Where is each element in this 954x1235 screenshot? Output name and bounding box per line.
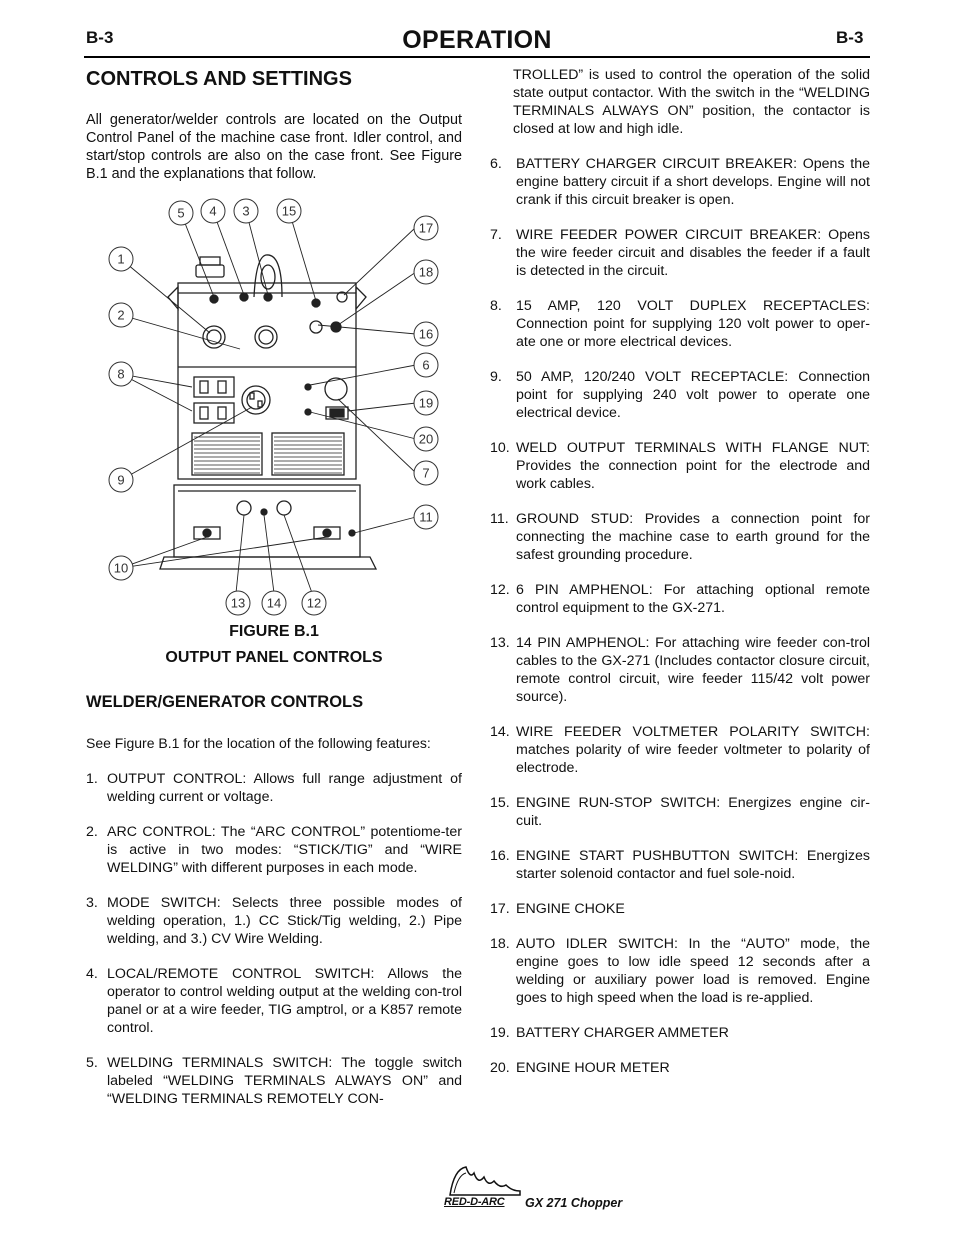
item-text: ARC CONTROL: The “ARC CONTROL” potentiome-ter is active in two modes: “STICK/TIG” and “WIRE WELDING” with different purposes in each mode. [107, 824, 462, 876]
intro-paragraph: All generator/welder controls are located on the Output Control Panel of the machine case front. Idler control, and start/stop controls are also on the case front. See Figure B.1 and the explanations that follow. [86, 112, 462, 182]
callout-17 [414, 216, 438, 240]
item-number: 12. [490, 582, 510, 598]
callout-label: 17 [418, 220, 434, 236]
list-item [86, 823, 462, 877]
right-item-list [490, 155, 870, 1077]
item-number: 8. [490, 298, 502, 314]
list-item [490, 847, 870, 883]
item-number: 3. [86, 895, 98, 911]
item-number: 13. [490, 635, 510, 651]
list-item [86, 894, 462, 948]
callout-label: 15 [281, 203, 297, 219]
page-title: OPERATION [402, 26, 552, 54]
callout-6 [414, 353, 438, 377]
output-panel-figure [86, 197, 462, 617]
item-text: AUTO IDLER SWITCH: In the “AUTO” mode, the engine goes to low idle speed 12 seconds after a welding or auxiliary power load is removed. Engine goes to high speed when the load is re-applied. [516, 936, 870, 1006]
footer-model: GX 271 Chopper [525, 1196, 623, 1210]
item-number: 18. [490, 936, 510, 952]
item-number: 16. [490, 848, 510, 864]
callout-label: 20 [418, 431, 434, 447]
item-text: ENGINE CHOKE [516, 901, 625, 917]
callout-label: 16 [418, 326, 434, 342]
callout-8 [109, 362, 133, 386]
callout-14 [262, 591, 286, 615]
callout-16 [414, 322, 438, 346]
callout-11 [414, 505, 438, 529]
callout-12 [302, 591, 326, 615]
item-text: ENGINE RUN-STOP SWITCH: Energizes engine cir-cuit. [516, 795, 870, 829]
callout-18 [414, 260, 438, 284]
list-item [490, 634, 870, 706]
item-number: 15. [490, 795, 510, 811]
callout-label: 10 [113, 560, 129, 576]
callout-9 [109, 468, 133, 492]
list-item [490, 581, 870, 617]
list-item [490, 368, 870, 422]
callout-5 [169, 201, 193, 225]
callout-13 [226, 591, 250, 615]
page-code-right: B-3 [836, 28, 864, 47]
callout-label: 8 [117, 366, 125, 382]
figure-caption-number: FIGURE B.1 [229, 623, 319, 640]
item-number: 20. [490, 1060, 510, 1076]
callout-label: 1 [117, 251, 125, 267]
list-item [490, 226, 870, 280]
callout-19 [414, 391, 438, 415]
red-d-arc-logo [444, 1163, 524, 1197]
right-column [490, 66, 870, 1094]
item-number: 10. [490, 440, 510, 456]
header-rule [84, 56, 870, 58]
figure-caption-title: OUTPUT PANEL CONTROLS [165, 649, 383, 666]
callout-label: 18 [418, 264, 434, 280]
callout-label: 14 [266, 595, 282, 611]
footer [444, 1163, 684, 1213]
callout-label: 13 [230, 595, 246, 611]
callout-2 [109, 303, 133, 327]
left-item-list [86, 770, 462, 1108]
callout-label: 12 [306, 595, 322, 611]
list-item [490, 1059, 870, 1077]
see-figure-note: See Figure B.1 for the location of the following features: [86, 735, 431, 751]
lower-panel-drawing [160, 485, 376, 569]
item-text: BATTERY CHARGER AMMETER [516, 1025, 729, 1041]
item-text: OUTPUT CONTROL: Allows full range adjustment of welding current or voltage. [107, 771, 462, 805]
item-number: 19. [490, 1025, 510, 1041]
item-text: BATTERY CHARGER CIRCUIT BREAKER: Opens the engine battery circuit if a short develops. Engine will not crank if this circuit breaker is open. [516, 156, 870, 208]
callout-label: 7 [422, 465, 430, 481]
item-number: 2. [86, 824, 98, 840]
item-text: 14 PIN AMPHENOL: For attaching wire feeder con-trol cables to the GX-271 (Includes contactor closure circuit, remote control circuit, wire feeder 115/42 volt power source). [516, 635, 870, 705]
item-text: 15 AMP, 120 VOLT DUPLEX RECEPTACLES: Connection point for supplying 120 volt power to oper-ate one or more electrical devices. [516, 298, 870, 350]
item-text: WELD OUTPUT TERMINALS WITH FLANGE NUT: Provides the connection point for the electrode and work cables. [516, 440, 870, 492]
list-item [490, 439, 870, 493]
item-number: 11. [490, 511, 509, 527]
callout-label: 19 [418, 395, 434, 411]
item-number: 5. [86, 1055, 98, 1071]
item-number: 4. [86, 966, 98, 982]
footer-brand: RED-D-ARC [444, 1196, 505, 1208]
section-title: CONTROLS AND SETTINGS [86, 68, 352, 90]
item-text: LOCAL/REMOTE CONTROL SWITCH: Allows the operator to control welding output at the welding con-trol panel or at a wire feeder, TIG amptrol, or a K857 remote control. [107, 966, 462, 1036]
left-column [86, 66, 462, 1125]
page-code-left: B-3 [86, 28, 114, 47]
item-number: 1. [86, 771, 98, 787]
item-number: 9. [490, 369, 502, 385]
item-text: WIRE FEEDER VOLTMETER POLARITY SWITCH: matches polarity of wire feeder voltmeter to polarity of electrode. [516, 724, 870, 776]
callout-label: 2 [117, 307, 125, 323]
subsection-title: WELDER/GENERATOR CONTROLS [86, 693, 364, 711]
item-text: WIRE FEEDER POWER CIRCUIT BREAKER: Opens the wire feeder circuit and disables the feeder if a fault is detected in the circuit. [516, 227, 870, 279]
callout-7 [414, 461, 438, 485]
callout-label: 6 [422, 357, 430, 373]
list-item [490, 1024, 870, 1042]
callout-label: 11 [419, 509, 433, 525]
item-text: MODE SWITCH: Selects three possible modes of welding operation, 1.) CC Stick/Tig welding, 2.) Pipe welding, and 3.) CV Wire Welding. [107, 895, 462, 947]
list-item [490, 297, 870, 351]
list-item [490, 155, 870, 209]
item-text: WELDING TERMINALS SWITCH: The toggle switch labeled “WELDING TERMINALS ALWAYS ON” and “WELDING TERMINALS REMOTELY CON- [107, 1055, 462, 1107]
callout-1 [109, 247, 133, 271]
list-item [490, 935, 870, 1007]
list-item [490, 900, 870, 918]
item-text: ENGINE START PUSHBUTTON SWITCH: Energizes starter solenoid contactor and fuel sole-noid. [516, 848, 870, 882]
callout-label: 4 [209, 203, 217, 219]
callout-3 [234, 199, 258, 223]
list-item [86, 965, 462, 1037]
figure-callouts [109, 199, 438, 615]
item-text: 6 PIN AMPHENOL: For attaching optional remote control equipment to the GX-271. [516, 582, 870, 616]
callout-label: 5 [177, 205, 185, 221]
item-text: 50 AMP, 120/240 VOLT RECEPTACLE: Connection point for supplying 240 volt power to operate one electrical device. [516, 369, 870, 421]
list-item [86, 770, 462, 806]
callout-4 [201, 199, 225, 223]
list-item [490, 723, 870, 777]
callout-15 [277, 199, 301, 223]
louver-lines [194, 437, 342, 473]
callout-label: 9 [117, 472, 125, 488]
list-item [490, 794, 870, 830]
list-item [86, 1054, 462, 1108]
callout-label: 3 [242, 203, 250, 219]
callout-10 [109, 556, 133, 580]
continued-paragraph: TROLLED” is used to control the operation of the solid state output contactor. With the switch in the “WELDING TERMINALS ALWAYS ON” position, the contactor is closed at low and high idle. [513, 67, 870, 137]
item-text: ENGINE HOUR METER [516, 1060, 670, 1076]
callout-20 [414, 427, 438, 451]
item-number: 17. [490, 901, 510, 917]
item-number: 7. [490, 227, 502, 243]
item-number: 6. [490, 156, 502, 172]
item-number: 14. [490, 724, 510, 740]
item-text: GROUND STUD: Provides a connection point for connecting the machine case to earth ground for the safest grounding procedure. [516, 511, 870, 563]
leader-lines [121, 211, 416, 593]
list-item [490, 510, 870, 564]
